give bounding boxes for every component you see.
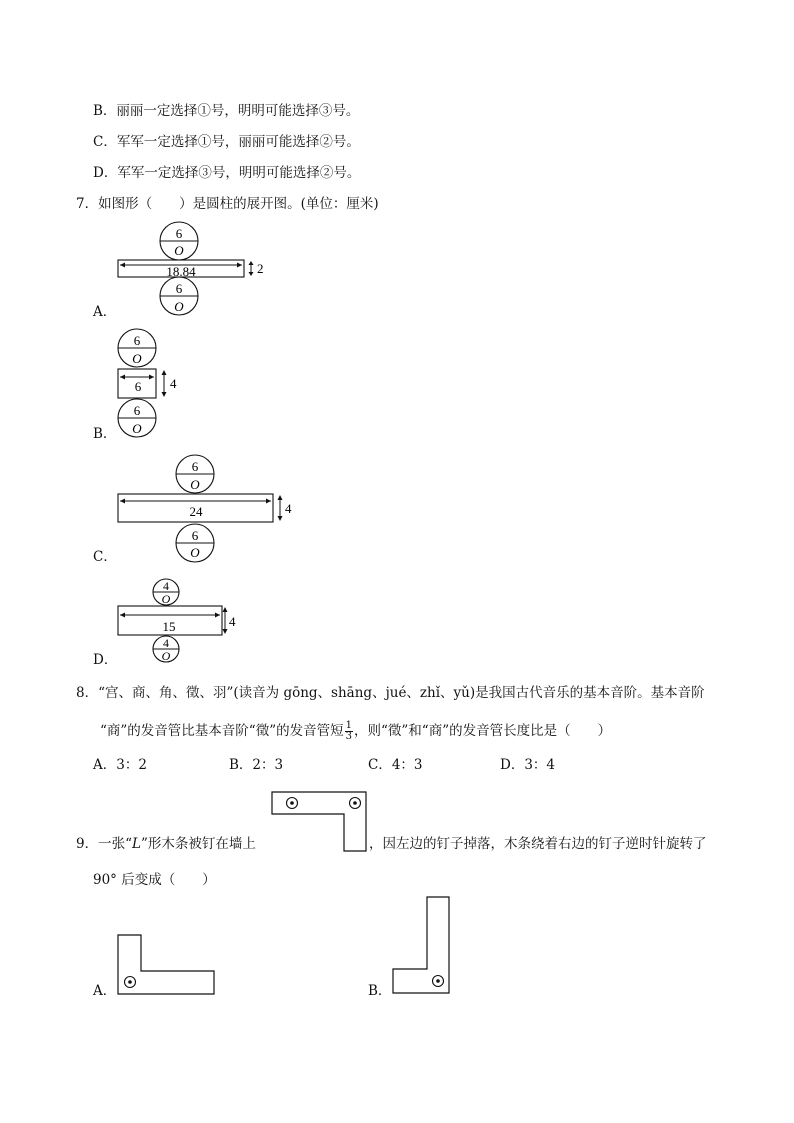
q7c-top-center: O bbox=[190, 477, 200, 492]
q7d-height: 4 bbox=[229, 614, 236, 629]
q8-fraction bbox=[345, 721, 353, 742]
q7b-top-diameter: 6 bbox=[133, 333, 141, 348]
q9-line1-left bbox=[76, 836, 256, 852]
q6-option-b: B．丽丽一定选择①号，明明可能选择③号。 bbox=[93, 103, 360, 119]
q7b-length: 6 bbox=[134, 379, 142, 394]
q7b-height: 4 bbox=[170, 376, 177, 391]
q7c-top-diameter: 6 bbox=[191, 459, 199, 474]
q7-option-b-label: B． bbox=[93, 426, 117, 442]
q7d-bottom-diameter: 4 bbox=[163, 636, 169, 650]
q6-option-d: D．军军一定选择③号，明明可能选择②号。 bbox=[93, 165, 361, 181]
q9-line1-right: ，因左边的钉子掉落，木条绕着右边的钉子逆时针旋转了 bbox=[369, 836, 707, 852]
q7d-top-center: O bbox=[161, 592, 171, 606]
q9-line1-b: ”形木条被钉在墙上 bbox=[140, 836, 256, 852]
q7a-top-diameter: 6 bbox=[175, 226, 183, 241]
q7c-bottom-diameter: 6 bbox=[191, 528, 199, 543]
q7b-top-center: O bbox=[132, 351, 142, 366]
q7-option-b-figure bbox=[112, 327, 192, 439]
q7-option-c-figure bbox=[112, 453, 302, 565]
q9-line1-var: L bbox=[132, 836, 141, 852]
q7d-length: 15 bbox=[162, 619, 176, 634]
q7-option-c-label: C． bbox=[93, 549, 117, 565]
q6-option-c: C．军军一定选择①号，丽丽可能选择②号。 bbox=[93, 134, 360, 150]
q7-stem: 7．如图形（ ）是圆柱的展开图。(单位：厘米) bbox=[76, 196, 379, 212]
q7-option-d-label: D． bbox=[93, 652, 118, 668]
q7-option-d-figure bbox=[112, 577, 252, 667]
q9-l-strip-figure bbox=[271, 791, 371, 853]
q7-option-a-label: A． bbox=[93, 304, 117, 320]
q7a-height: 2 bbox=[257, 261, 264, 276]
q8-line1: 8．“宫、商、角、徵、羽”(读音为 gōng、shāng、jué、zhǐ、yǔ)是我国古代音乐的基本音阶。基本音阶 bbox=[76, 685, 705, 701]
q7b-bottom-diameter: 6 bbox=[133, 403, 141, 418]
q8-option-b: B．2：3 bbox=[229, 757, 284, 773]
q9-option-b-label: B． bbox=[368, 983, 392, 999]
q8-line2 bbox=[100, 718, 611, 744]
q8-line2-a: “商”的发音管比基本音阶“徵”的发音管短 bbox=[100, 723, 344, 739]
q7a-bottom-center: O bbox=[174, 299, 184, 314]
q7a-length: 18.84 bbox=[166, 264, 196, 279]
q8-option-d: D．3：4 bbox=[500, 757, 556, 773]
q9-option-b-figure bbox=[392, 896, 452, 996]
q8-option-c: C．4：3 bbox=[368, 757, 423, 773]
q8-line2-b: ，则“徵”和“商”的发音管长度比是（ ） bbox=[353, 723, 612, 739]
q7c-height: 4 bbox=[285, 501, 292, 516]
q7a-bottom-diameter: 6 bbox=[175, 281, 183, 296]
q7b-bottom-center: O bbox=[132, 421, 142, 436]
q8-option-a: A．3：2 bbox=[93, 757, 147, 773]
q7-option-a-figure bbox=[112, 220, 272, 316]
q9-option-a-label: A． bbox=[93, 983, 117, 999]
q7d-top-diameter: 4 bbox=[163, 579, 169, 593]
q8-frac-den: 3 bbox=[345, 731, 352, 742]
q7c-bottom-center: O bbox=[190, 545, 200, 560]
q9-line1-a: 9．一张“ bbox=[76, 836, 132, 852]
q7d-bottom-center: O bbox=[161, 649, 171, 663]
q9-option-a-figure bbox=[117, 934, 217, 996]
q9-line2: 90° 后变成（ ） bbox=[93, 872, 216, 888]
q7a-top-center: O bbox=[174, 243, 184, 258]
q7c-length: 24 bbox=[189, 504, 203, 519]
q8-frac-num: 1 bbox=[345, 720, 352, 731]
